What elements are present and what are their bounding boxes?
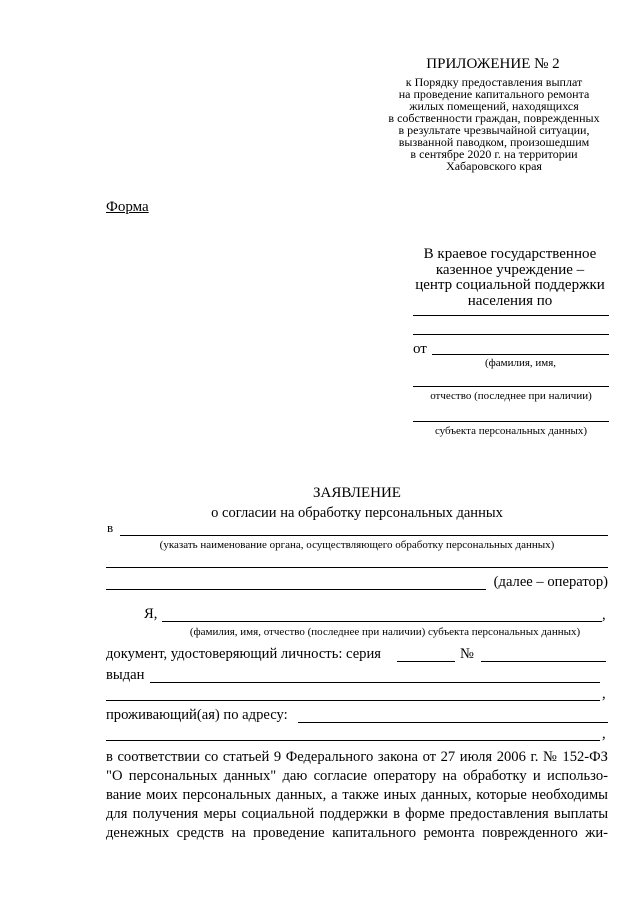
person-field[interactable] bbox=[162, 621, 602, 622]
body-line: денежных средств на проведение капитального ремонта поврежденного жи- bbox=[106, 825, 608, 841]
organ-field-2[interactable] bbox=[106, 567, 608, 568]
appendix-title: ПРИЛОЖЕНИЕ № 2 bbox=[426, 56, 560, 72]
issued-field[interactable] bbox=[150, 682, 600, 683]
organ-field-3[interactable] bbox=[106, 589, 486, 590]
addressee-line: центр социальной поддержки bbox=[415, 277, 605, 293]
appendix-line: на проведение капитального ремонта bbox=[398, 87, 590, 101]
addressee-line: населения по bbox=[467, 292, 553, 309]
addressee-text bbox=[410, 247, 610, 309]
body-line: для получения меры социальной поддержки в форме предоставления выплаты bbox=[106, 806, 608, 822]
appendix-line: к Порядку предоставления выплат bbox=[405, 75, 583, 89]
issued-label: выдан bbox=[106, 667, 145, 683]
body-line: в соответствии со статьей 9 Федерального закона от 27 июля 2006 г. № 152-ФЗ bbox=[106, 749, 608, 765]
blank-line[interactable] bbox=[413, 421, 609, 422]
i-label: Я, bbox=[144, 606, 158, 622]
body-line: "О персональных данных" даю согласие оператору на обработку и использо- bbox=[106, 768, 608, 784]
blank-line[interactable] bbox=[432, 354, 609, 355]
comma: , bbox=[602, 726, 606, 742]
blank-line[interactable] bbox=[413, 386, 609, 387]
doc-number-field[interactable] bbox=[481, 661, 606, 662]
appendix-text bbox=[370, 76, 618, 172]
organ-field[interactable] bbox=[120, 535, 608, 536]
issued-field-2[interactable] bbox=[106, 700, 600, 701]
appendix-line: Хабаровского края bbox=[446, 159, 542, 173]
form-label: Форма bbox=[106, 199, 149, 215]
address-field[interactable] bbox=[298, 722, 608, 723]
from-label: от bbox=[413, 341, 427, 357]
address-label: проживающий(ая) по адресу: bbox=[106, 707, 288, 723]
appendix-line: вызванной паводком, произошедшим bbox=[398, 135, 590, 149]
appendix-line: в сентябре 2020 г. на территории bbox=[410, 147, 578, 161]
addressee-line: казенное учреждение – bbox=[435, 261, 585, 278]
blank-line[interactable] bbox=[413, 334, 609, 335]
appendix-line: в собственности граждан, поврежденных bbox=[388, 111, 600, 125]
hint-name: (фамилия, имя, bbox=[484, 357, 557, 369]
appendix-line: в результате чрезвычайной ситуации, bbox=[398, 123, 590, 137]
in-label: в bbox=[107, 520, 114, 535]
operator-label: (далее – оператор) bbox=[493, 574, 608, 590]
number-label: № bbox=[460, 646, 474, 662]
hint-subject: субъекта персональных данных) bbox=[434, 425, 588, 437]
blank-line[interactable] bbox=[413, 315, 609, 316]
appendix-line: жилых помещений, находящихся bbox=[409, 99, 579, 113]
organ-hint: (указать наименование органа, осуществляющего обработку персональных данных) bbox=[159, 539, 555, 551]
comma: , bbox=[602, 686, 606, 702]
doc-series-field[interactable] bbox=[397, 661, 455, 662]
hint-patronymic: отчество (последнее при наличии) bbox=[430, 390, 592, 402]
person-hint: (фамилия, имя, отчество (последнее при наличии) субъекта персональных данных) bbox=[189, 626, 581, 638]
statement-title: ЗАЯВЛЕНИЕ bbox=[313, 485, 401, 501]
comma: , bbox=[602, 607, 606, 623]
addressee-line: В краевое государственное bbox=[423, 246, 597, 262]
address-field-2[interactable] bbox=[106, 740, 600, 741]
doc-label: документ, удостоверяющий личность: серия bbox=[106, 646, 382, 662]
statement-subtitle: о согласии на обработку персональных данных bbox=[211, 505, 503, 521]
body-line: вание моих персональных данных, а также иных данных, которые необходимы bbox=[106, 787, 608, 803]
